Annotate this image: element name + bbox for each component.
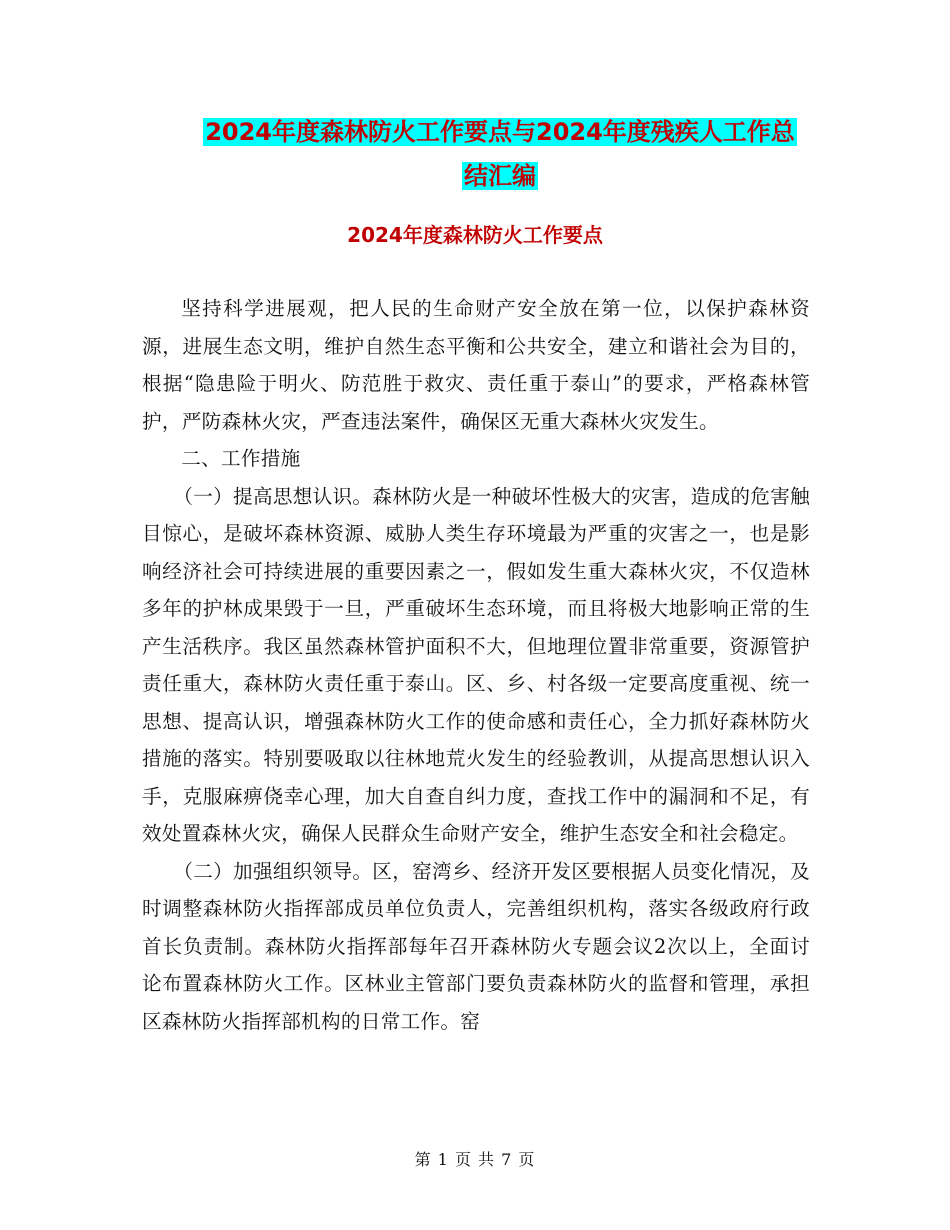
page-footer: 第 1 页 共 7 页 (414, 1150, 536, 1169)
document-title (150, 110, 850, 198)
paragraph-heading-measures: 二、工作措施 (181, 447, 301, 470)
section-title: 2024年度森林防火工作要点 (347, 223, 603, 247)
paragraph-measure-2: （二）加强组织领导。区，窑湾乡、经济开发区要根据人员变化情况，及时调整森林防火指挥部成员单位负责人，完善组织机构，落实各级政府行政首长负责制。森林防火指挥部每年召开森林防火专题会议2次以上，全面讨论布置森林防火工作。区林业主管部门要负责森林防火的监督和管理，承担区森林防火指挥部机构的日常工作。窑 (142, 859, 810, 1033)
document-body (142, 290, 810, 1040)
paragraph-intro: 坚持科学进展观，把人民的生命财产安全放在第一位，以保护森林资源，进展生态文明，维护自然生态平衡和公共安全，建立和谐社会为目的，根据“隐患险于明火、防范胜于救灾、责任重于泰山”的要求，严格森林管护，严防森林火灾，严查违法案件，确保区无重大森林火灾发生。 (142, 297, 810, 433)
paragraph-measure-1: （一）提高思想认识。森林防火是一种破坏性极大的灾害，造成的危害触目惊心，是破坏森林资源、威胁人类生存环境最为严重的灾害之一，也是影响经济社会可持续进展的重要因素之一，假如发生重大森林火灾，不仅造林多年的护林成果毁于一旦，严重破坏生态环境，而且将极大地影响正常的生产生活秩序。我区虽然森林管护面积不大，但地理位置非常重要，资源管护责任重大，森林防火责任重于泰山。区、乡、村各级一定要高度重视、统一思想、提高认识，增强森林防火工作的使命感和责任心，全力抓好森林防火措施的落实。特别要吸取以往林地荒火发生的经验教训，从提高思想认识入手，克服麻痹侥幸心理，加大自查自纠力度，查找工作中的漏洞和不足，有效处置森林火灾，确保人民群众生命财产安全，维护生态安全和社会稳定。 (142, 484, 810, 845)
title-line-2: 结汇编 (464, 162, 536, 190)
title-line-1: 2024年度森林防火工作要点与2024年度残疾人工作总 (205, 118, 795, 146)
